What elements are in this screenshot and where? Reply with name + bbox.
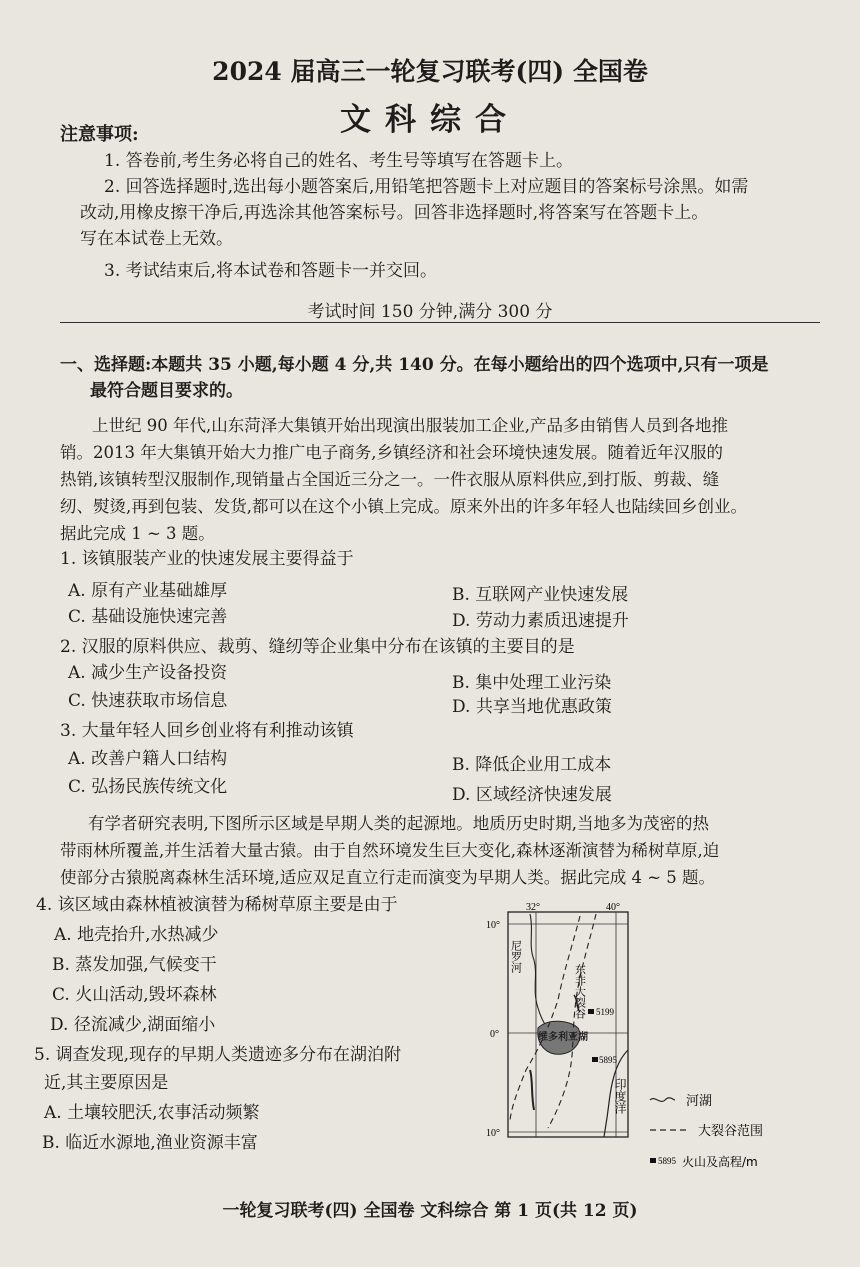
question-5-stem-line2: 近,其主要原因是 (44, 1073, 169, 1093)
legend-volcano-value: 5895 (658, 1156, 676, 1166)
passage-1-line2: 销。2013 年大集镇开始大力推广电子商务,乡镇经济和社会环境快速发展。随着近年汉服的 (60, 443, 723, 462)
q2-option-d: D. 共享当地优惠政策 (452, 697, 612, 717)
q3-option-b: B. 降低企业用工成本 (452, 755, 612, 775)
q2-option-b: B. 集中处理工业污染 (452, 673, 612, 693)
exam-time: 考试时间 150 分钟,满分 300 分 (307, 302, 553, 322)
lake-tanganyika (530, 1070, 534, 1110)
legend-volcano-symbol (650, 1158, 656, 1163)
q1-option-b: B. 互联网产业快速发展 (452, 585, 629, 605)
exam-title: 2024 届高三一轮复习联考(四) 全国卷 (212, 57, 648, 86)
legend-rift-label: 大裂谷范围 (698, 1124, 764, 1139)
legend-lake-symbol (650, 1098, 675, 1102)
note-2-line3: 写在本试卷上无效。 (80, 229, 233, 249)
question-4-stem: 4. 该区域由森林植被演替为稀树草原主要是由于 (36, 895, 398, 915)
q3-option-d: D. 区域经济快速发展 (452, 785, 612, 805)
ocean-label: 印度洋 (613, 1078, 627, 1114)
q1-option-a: A. 原有产业基础雄厚 (68, 581, 228, 601)
divider (60, 322, 820, 323)
q1-option-c: C. 基础设施快速完善 (68, 607, 228, 627)
q4-option-b: B. 蒸发加强,气候变干 (52, 955, 217, 975)
question-1-stem: 1. 该镇服装产业的快速发展主要得益于 (60, 549, 354, 569)
lon-label-32: 32° (526, 902, 540, 913)
q4-option-a: A. 地壳抬升,水热减少 (54, 925, 219, 945)
page-footer: 一轮复习联考(四) 全国卷 文科综合 第 1 页(共 12 页) (222, 1201, 638, 1221)
notes-heading: 注意事项: (60, 124, 139, 145)
lat-label-10n: 10° (486, 920, 500, 931)
legend-volcano-label: 火山及高程/m (682, 1155, 758, 1169)
passage-2-line3: 使部分古猿脱离森林生活环境,适应双足直立行走而演变为早期人类。据此完成 4 ~ 5 题。 (60, 868, 716, 887)
passage-1-line1: 上世纪 90 年代,山东菏泽大集镇开始出现演出服装加工企业,产品多由销售人员到各地推 (92, 416, 728, 435)
rift-label: 东非大裂谷 (573, 964, 587, 1019)
q4-option-d: D. 径流减少,湖面缩小 (50, 1015, 216, 1035)
passage-1-line4: 纫、熨烫,再到包装、发货,都可以在这个小镇上完成。原来外出的许多年轻人也陆续回乡创业。 (60, 497, 747, 516)
lat-label-0: 0° (490, 1029, 499, 1040)
lake-victoria-label: 维多利亚湖 (538, 1032, 588, 1043)
note-2-line2: 改动,用橡皮擦干净后,再选涂其他答案标号。回答非选择题时,将答案写在答题卡上。 (80, 203, 709, 223)
lon-label-40: 40° (606, 902, 620, 913)
section-heading-line1: 一、选择题:本题共 35 小题,每小题 4 分,共 140 分。在每小题给出的四个选项中,只有一项是 (60, 355, 769, 375)
nile-river (530, 914, 548, 1028)
passage-1-line5: 据此完成 1 ~ 3 题。 (60, 524, 215, 543)
passage-2-line1: 有学者研究表明,下图所示区域是早期人类的起源地。地质历史时期,当地多为茂密的热 (88, 814, 709, 833)
passage-1-line3: 热销,该镇转型汉服制作,现销量占全国近三分之一。一件衣服从原料供应,到打版、剪裁、缝 (60, 470, 720, 489)
section-heading (60, 352, 820, 404)
volcano-marker-2 (592, 1057, 598, 1062)
nile-label: 尼罗河 (509, 940, 523, 973)
east-africa-map (478, 900, 818, 1175)
subject-title: 文科综合 (340, 102, 520, 138)
lat-label-10s: 10° (486, 1128, 500, 1139)
q4-option-c: C. 火山活动,毁坏森林 (52, 985, 217, 1005)
note-1: 1. 答卷前,考生务必将自己的姓名、考生号等填写在答题卡上。 (104, 151, 574, 171)
q5-option-a: A. 土壤较肥沃,农事活动频繁 (44, 1103, 260, 1123)
note-3: 3. 考试结束后,将本试卷和答题卡一并交回。 (104, 261, 438, 281)
passage-1 (60, 412, 820, 547)
q3-option-c: C. 弘扬民族传统文化 (68, 777, 228, 797)
q2-option-c: C. 快速获取市场信息 (68, 691, 228, 711)
q5-option-b: B. 临近水源地,渔业资源丰富 (42, 1133, 258, 1153)
passage-2-line2: 带雨林所覆盖,并生活着大量古猿。由于自然环境发生巨大变化,森林逐渐演替为稀树草原,迫 (60, 841, 720, 860)
legend-lake-label: 河湖 (686, 1094, 713, 1109)
q2-option-a: A. 减少生产设备投资 (68, 663, 228, 683)
question-3-stem: 3. 大量年轻人回乡创业将有利推动该镇 (60, 721, 354, 741)
q3-option-a: A. 改善户籍人口结构 (68, 749, 228, 769)
passage-2 (60, 810, 820, 891)
question-2-stem: 2. 汉服的原料供应、裁剪、缝纫等企业集中分布在该镇的主要目的是 (60, 637, 575, 657)
question-5-stem-line1: 5. 调查发现,现存的早期人类遗迹多分布在湖泊附 (34, 1045, 402, 1065)
peak-label-5199: 5199 (596, 1007, 614, 1017)
note-2-line1: 2. 回答选择题时,选出每小题答案后,用铅笔把答题卡上对应题目的答案标号涂黑。如需 (104, 177, 749, 197)
q1-option-d: D. 劳动力素质迅速提升 (452, 611, 629, 631)
section-heading-line2: 最符合题目要求的。 (90, 381, 243, 401)
volcano-marker-1 (588, 1009, 594, 1014)
peak-label-5895: 5895 (599, 1055, 617, 1065)
